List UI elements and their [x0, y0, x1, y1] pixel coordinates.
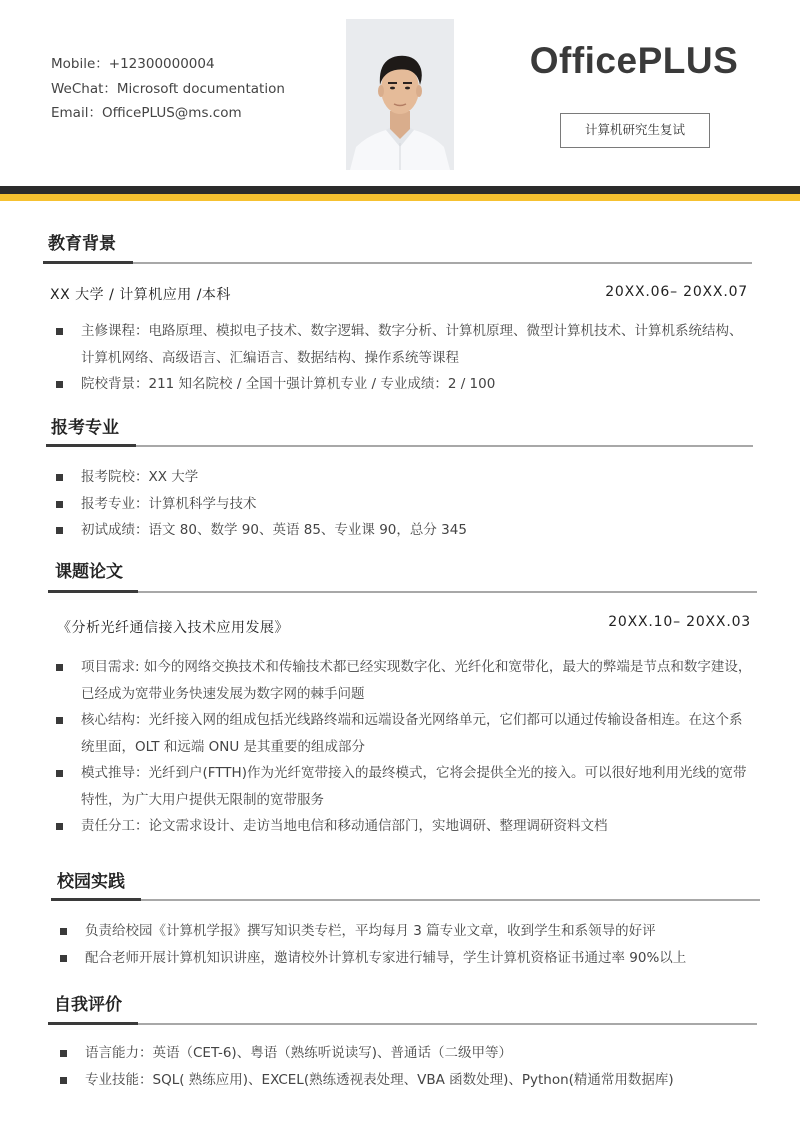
- mobile-text: Mobile：+12300000004: [51, 56, 215, 72]
- list-item: 核心结构：光纤接入网的组成包括光线路终端和远端设备光网络单元，它们都可以通过传输设备相连。在这个系统里面，OLT 和远端 ONU 是其重要的组成部分: [54, 707, 754, 760]
- application-title: 报考专业: [51, 418, 119, 438]
- thesis-list: [54, 654, 754, 840]
- wechat-text: WeChat：Microsoft documentation: [51, 80, 285, 97]
- campus-rule: [51, 899, 760, 901]
- list-item: 负责给校园《计算机学报》撰写知识类专栏，平均每月 3 篇专业文章，收到学生和系领导的好评: [58, 918, 758, 945]
- self-eval-rule: [48, 1023, 757, 1025]
- email-text: Email：OfficePLUS@ms.com: [51, 105, 242, 121]
- brand-title: OfficePLUS: [529, 40, 739, 81]
- campus-title: 校园实践: [57, 872, 125, 892]
- list-item: 专业技能：SQL( 熟练应用)、EXCEL(熟练透视表处理、VBA 函数处理)、Python(精通常用数据库): [58, 1067, 758, 1094]
- list-item: 院校背景：211 知名院校 / 全国十强计算机专业 / 专业成绩：2 / 100: [54, 371, 754, 398]
- header-yellow-bar: [0, 194, 800, 201]
- list-item: 模式推导：光纤到户(FTTH)作为光纤宽带接入的最终模式，它将会提供全光的接入。可以很好地利用光线的宽带特性，为广大用户提供无限制的宽带服务: [54, 760, 754, 813]
- education-school: XX 大学 / 计算机应用 /本科: [50, 287, 231, 303]
- campus-list: [58, 918, 758, 971]
- list-item: 主修课程：电路原理、模拟电子技术、数字逻辑、数字分析、计算机原理、微型计算机技术、计算机系统结构、计算机网络、高级语言、汇编语言、数据结构、操作系统等课程: [54, 318, 754, 371]
- application-rule: [46, 445, 753, 447]
- profile-photo: [346, 19, 454, 170]
- education-list: [54, 318, 754, 398]
- list-item: 报考专业：计算机科学与技术: [54, 491, 754, 518]
- self-eval-title: 自我评价: [54, 995, 122, 1015]
- list-item: 项目需求: 如今的网络交换技术和传输技术都已经实现数字化、光纤化和宽带化，最大的弊端是节点和数字建设，已经成为宽带业务快速发展为数字网的棘手问题: [54, 654, 754, 707]
- list-item: 初试成绩：语文 80、数学 90、英语 85、专业课 90，总分 345: [54, 517, 754, 544]
- education-dates: 20XX.06– 20XX.07: [605, 284, 748, 300]
- education-title: 教育背景: [48, 234, 116, 254]
- contact-info: [51, 52, 285, 126]
- list-item: 配合老师开展计算机知识讲座，邀请校外计算机专家进行辅导，学生计算机资格证书通过率 90%以上: [58, 945, 758, 972]
- application-list: [54, 464, 754, 544]
- header-dark-bar: [0, 186, 800, 194]
- list-item: 报考院校：XX 大学: [54, 464, 754, 491]
- list-item: 语言能力：英语（CET-6)、粤语（熟练听说读写)、普通话（二级甲等）: [58, 1040, 758, 1067]
- thesis-name: 《分析光纤通信接入技术应用发展》: [57, 620, 289, 636]
- target-label: 计算机研究生复试: [560, 113, 710, 148]
- thesis-rule: [48, 591, 757, 593]
- thesis-title: 课题论文: [55, 562, 123, 582]
- list-item: 责任分工：论文需求设计、走访当地电信和移动通信部门，实地调研、整理调研资料文档: [54, 813, 754, 840]
- self-eval-list: [58, 1040, 758, 1093]
- education-rule: [43, 262, 752, 264]
- thesis-dates: 20XX.10– 20XX.03: [608, 614, 751, 630]
